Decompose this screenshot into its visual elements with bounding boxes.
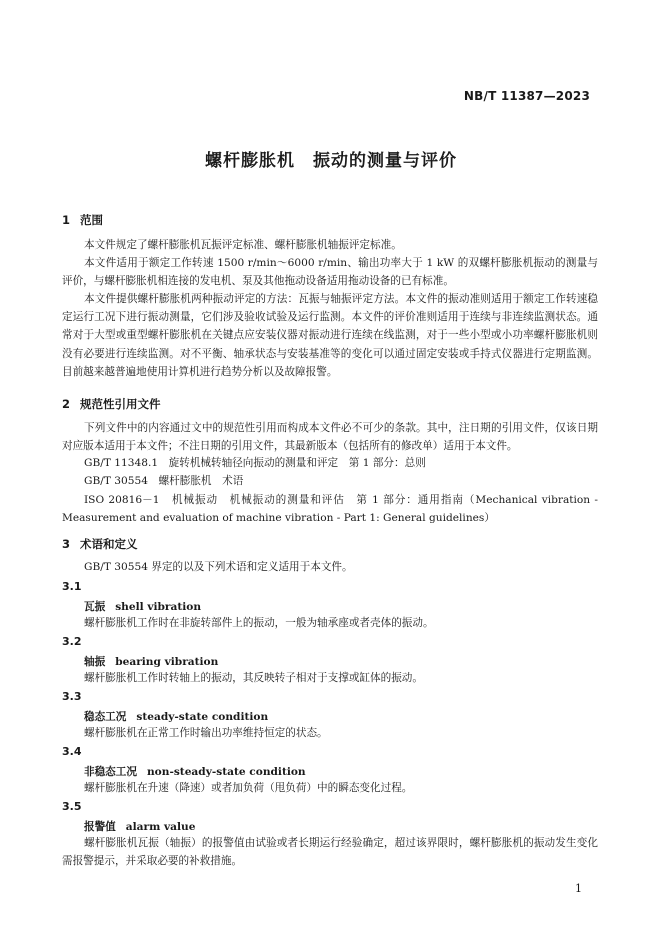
term-zh: 非稳态工况 [84, 766, 137, 778]
section-title: 范围 [80, 213, 103, 227]
title-part-1: 螺杆膨胀机 [205, 151, 295, 171]
terms-intro: GB/T 30554 界定的以及下列术语和定义适用于本文件。 [84, 561, 353, 573]
term-definition: 螺杆膨胀机在正常工作时输出功率维持恒定的状态。 [84, 727, 328, 739]
term-en: steady-state condition [136, 711, 269, 723]
term-zh: 轴振 [84, 656, 106, 668]
reference-title: 螺杆膨胀机 术语 [158, 475, 244, 487]
term-number: 3.1 [62, 580, 82, 593]
references-intro: 下列文件中的内容通过文中的规范性引用而构成本文件必不可少的条款。其中，注日期的引用文件，仅该日期对应版本适用于本文件；不注日期的引用文件，其最新版本（包括所有的修改单）适用于本文件。 [62, 422, 598, 453]
term-en: bearing vibration [115, 656, 219, 668]
title-part-2: 振动的测量与评价 [313, 151, 457, 171]
scope-paragraph-2: 本文件适用于额定工作转速 1500 r/min～6000 r/min、输出功率大于 1 kW 的双螺杆膨胀机振动的测量与评价，与螺杆膨胀机相连接的发电机、泵及其他拖动设备适用拖动设备的已有标准。 [62, 257, 598, 288]
term-number: 3.3 [62, 690, 82, 703]
page-number: 1 [575, 882, 582, 895]
term-zh: 报警值 [84, 821, 116, 833]
standard-code: NB/T 11387—2023 [463, 89, 590, 103]
section-title: 术语和定义 [80, 537, 138, 551]
term-number: 3.5 [62, 800, 82, 813]
reference-item [84, 455, 426, 470]
term-definition: 螺杆膨胀机在升速（降速）或者加负荷（甩负荷）中的瞬态变化过程。 [84, 782, 413, 794]
section-number: 1 [62, 213, 71, 227]
reference-code: GB/T 11348.1 [84, 457, 159, 469]
reference-title: 旋转机械转轴径向振动的测量和评定 第 1 部分：总则 [168, 457, 426, 469]
term-number: 3.2 [62, 635, 82, 648]
term-zh: 稳态工况 [84, 711, 127, 723]
section-3-heading [62, 536, 138, 552]
reference-item [84, 473, 243, 488]
scope-paragraph-3: 本文件提供螺杆膨胀机两种振动评定的方法：瓦振与轴振评定方法。本文件的振动准则适用于额定工作转速稳定运行工况下进行振动测量，它们涉及验收试验及运行监测。本文件的评价准则适用于连续与非连续监测状态。通常对于大型或重型螺杆膨胀机在关键点应安装仪器对振动进行连续在线监测，对于一些小型或小功率螺杆膨胀机则没有必要进行连续监测。对不平衡、轴承状态与安装基准等的变化可以通过固定安装或手持式仪器进行定期监测。目前越来越普遍地使用计算机进行趋势分析以及故障报警。 [62, 293, 598, 378]
term-zh: 瓦振 [84, 601, 106, 613]
term-heading [84, 764, 306, 779]
reference-code: ISO 20816－1 [84, 494, 160, 506]
reference-item [62, 491, 598, 527]
term-heading [84, 709, 268, 724]
term-definition: 螺杆膨胀机工作时在非旋转部件上的振动，一般为轴承座或者壳体的振动。 [84, 617, 434, 629]
term-en: alarm value [125, 821, 196, 833]
section-1-heading [62, 212, 103, 228]
term-en: non-steady-state condition [146, 766, 306, 778]
term-heading [84, 599, 201, 614]
term-heading [84, 819, 196, 834]
document-title [0, 146, 662, 171]
section-title: 规范性引用文件 [80, 397, 161, 411]
reference-title: 机械振动 机械振动的测量和评估 第 1 部分：通用指南（Mechanical vibration - Measurement and evaluation of machine vibration - Part 1: General guidelines） [62, 494, 599, 525]
term-definition: 螺杆膨胀机瓦振（轴振）的报警值由试验或者长期运行经验确定，超过该界限时，螺杆膨胀机的振动发生变化需报警提示，并采取必要的补救措施。 [62, 837, 598, 868]
section-number: 2 [62, 397, 71, 411]
section-2-heading [62, 396, 161, 412]
reference-code: GB/T 30554 [84, 475, 148, 487]
term-number: 3.4 [62, 745, 82, 758]
section-number: 3 [62, 537, 71, 551]
scope-paragraph-1: 本文件规定了螺杆膨胀机瓦振评定标准、螺杆膨胀机轴振评定标准。 [84, 239, 402, 251]
term-heading [84, 654, 218, 669]
term-en: shell vibration [115, 601, 202, 613]
term-definition: 螺杆膨胀机工作时转轴上的振动，其反映转子相对于支撑或缸体的振动。 [84, 672, 423, 684]
